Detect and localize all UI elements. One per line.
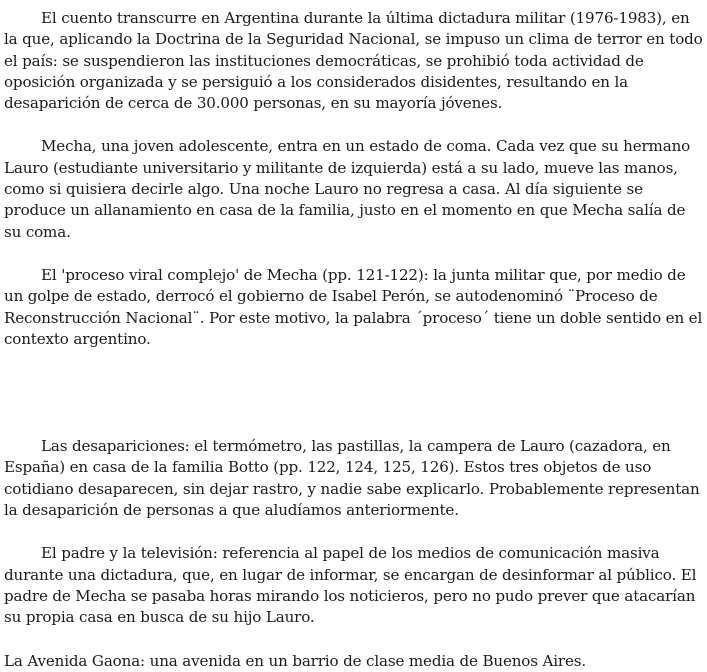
paragraph-summary: Mecha, una joven adolescente, entra en un estado de coma. Cada vez que su hermano Lauro (estudiante universitario y militante de izquierda) está a su lado, mueve las manos, como si quisiera decirle algo. Una noche Lauro no regresa a casa. Al día siguiente se produce un allanamiento en casa de la familia, justo en el momento en que Mecha salía de su coma. [4,137,691,241]
paragraph-avenida-gaona: La Avenida Gaona: una avenida en un barrio de clase media de Buenos Aires. [4,651,587,670]
paragraph-desapariciones: Las desapariciones: el termómetro, las pastillas, la campera de Lauro (cazadora, en España) en casa de la familia Botto (pp. 122, 124, 125, 126). Estos tres objetos de uso cotidiano desaparecen, sin dejar rastro, y nadie sabe explicarlo. Probablemente representan la desaparición de personas a que aludíamos anteriormente. [4,437,700,520]
paragraph-proceso: El 'proceso viral complejo' de Mecha (pp. 121-122): la junta militar que, por medio de un golpe de estado, derrocó el gobierno de Isabel Perón, se autodenominó ¨Proceso de Reconstrucción Nacional¨. Por este motivo, la palabra ´proceso´ tiene un doble sentido en el contexto argentino. [4,265,703,348]
document-body [4,8,703,672]
paragraph-padre-television: El padre y la televisión: referencia al papel de los medios de comunicación masiva durante una dictadura, que, en lugar de informar, se encargan de desinformar al público. El padre de Mecha se pasaba horas mirando los noticieros, pero no pudo prever que atacarían su propia casa en busca de su hijo Lauro. [4,544,697,627]
paragraph-context: El cuento transcurre en Argentina durante la última dictadura militar (1976-1983), en la que, aplicando la Doctrina de la Seguridad Nacional, se impuso un clima de terror en todo el país: se suspendieron las instituciones democráticas, se prohibió toda actividad de oposición organizada y se persiguió a los considerados disidentes, resultando en la desaparición de cerca de 30.000 personas, en su mayoría jóvenes. [4,9,703,113]
